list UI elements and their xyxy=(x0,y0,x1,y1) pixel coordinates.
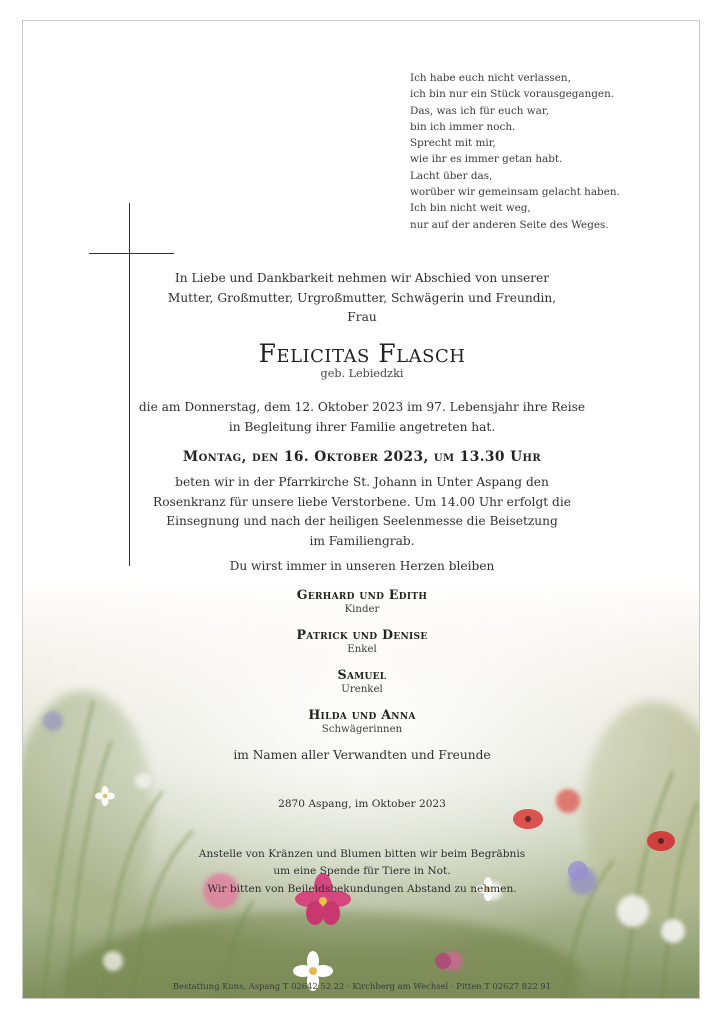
page-frame xyxy=(22,20,700,999)
mourner-entry xyxy=(23,667,700,695)
condolence-request: Wir bitten von Beileidsbekundungen Abstand zu nehmen. xyxy=(207,883,517,895)
service-date-heading: Montag, den 16. Oktober 2023, um 13.30 Uhr xyxy=(182,449,542,465)
mourner-name: Hilda und Anna xyxy=(308,707,416,722)
service-line: Rosenkranz für unsere liebe Verstorbene. Um 14.00 Uhr erfolgt die xyxy=(153,494,571,509)
poem-line: Ich habe euch nicht verlassen, xyxy=(410,72,571,84)
mourner-relation: Schwägerinnen xyxy=(321,724,403,735)
death-text xyxy=(23,398,700,437)
poem xyxy=(410,70,670,233)
mourner-name: Gerhard und Edith xyxy=(296,587,428,602)
mourner-entry xyxy=(23,707,700,735)
donation-request xyxy=(23,846,700,879)
funeral-home-footer: Bestattung Kuns, Aspang T 02642 52 22 · Kirchberg am Wechsel · Pitten T 02627 822 91 xyxy=(172,981,552,991)
deceased-name: Felicitas Flasch xyxy=(258,339,466,368)
intro-line: Mutter, Großmutter, Urgroßmutter, Schwägerin und Freundin, xyxy=(167,290,557,305)
poem-line: worüber wir gemeinsam gelacht haben. xyxy=(410,186,620,199)
poem-line: Lacht über das, xyxy=(410,169,493,182)
intro-line: Frau xyxy=(347,310,377,324)
poem-line: bin ich immer noch. xyxy=(410,120,516,133)
mourner-name: Samuel xyxy=(337,667,387,682)
service-line: im Familiengrab. xyxy=(309,533,415,548)
birth-name: geb. Lebiedzki xyxy=(320,367,404,380)
poem-line: wie ihr es immer getan habt. xyxy=(410,153,563,166)
mourner-relation: Kinder xyxy=(344,604,380,615)
mourner-relation: Urenkel xyxy=(341,684,383,695)
mourner-relation: Enkel xyxy=(347,644,377,655)
remembrance-line: Du wirst immer in unseren Herzen bleiben xyxy=(229,559,495,573)
poem-line: Sprecht mit mir, xyxy=(410,137,496,150)
mourner-entry xyxy=(23,587,700,615)
donation-line: um eine Spende für Tiere in Not. xyxy=(273,864,451,877)
poem-line: ich bin nur ein Stück vorausgegangen. xyxy=(410,88,615,101)
donation-line: Anstelle von Kränzen und Blumen bitten wir beim Begräbnis xyxy=(198,848,526,860)
intro-text xyxy=(23,269,700,328)
poem-line: nur auf der anderen Seite des Weges. xyxy=(410,218,609,231)
place-date: 2870 Aspang, im Oktober 2023 xyxy=(278,798,446,810)
service-line: Einsegnung und nach der heiligen Seelenmesse die Beisetzung xyxy=(166,514,558,528)
death-line: die am Donnerstag, dem 12. Oktober 2023 im 97. Lebensjahr ihre Reise xyxy=(138,400,586,414)
poem-line: Das, was ich für euch war, xyxy=(410,104,550,117)
service-line: beten wir in der Pfarrkirche St. Johann in Unter Aspang den xyxy=(175,475,549,489)
mourner-entry xyxy=(23,627,700,655)
mourner-name: Patrick und Denise xyxy=(296,627,428,642)
poem-line: Ich bin nicht weit weg, xyxy=(410,202,531,215)
service-text xyxy=(23,473,700,551)
relatives-line: im Namen aller Verwandten und Freunde xyxy=(233,748,491,762)
intro-line: In Liebe und Dankbarkeit nehmen wir Abschied von unserer xyxy=(174,271,550,285)
death-line: in Begleitung ihrer Familie angetreten hat. xyxy=(228,419,496,434)
cross-horizontal-bar xyxy=(89,253,174,254)
